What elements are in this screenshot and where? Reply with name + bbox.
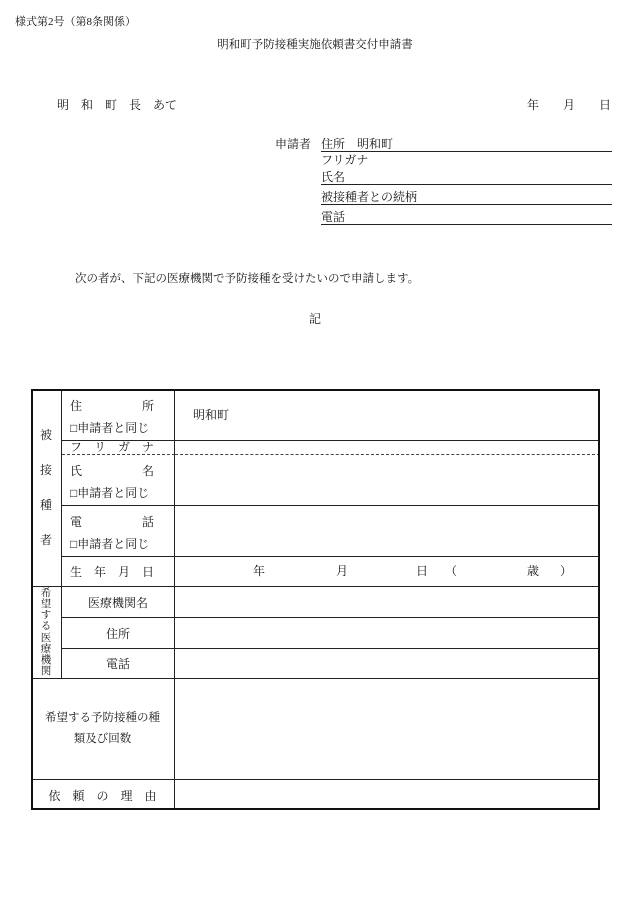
recipient-birthdate-label: 生 年 月 日 [70,565,155,579]
recipient-name-same-as-applicant: □申請者と同じ [70,486,150,500]
recipient-phone-same-as-applicant: □申請者と同じ [70,537,150,551]
recipient-address-label: 住 所 [70,398,155,413]
recipient-birthdate-field [175,557,600,587]
hospital-name-field [175,587,600,618]
recipient-name-field [175,455,600,506]
birthdate-day-unit: 日 [416,564,429,578]
request-table [31,389,600,810]
document-title: 明和町予防接種実施依頼書交付申請書 [217,39,413,51]
applicant-address-row [321,138,612,152]
reason-field [175,780,600,810]
recipient-address-label-cell [62,389,175,441]
recipient-address-value: 明和町 [193,408,230,422]
recipient-furigana-label: フ リ ガ ナ [70,440,155,454]
vaccination-label: 希望する予防接種の種類及び回数 [45,712,160,745]
recipient-section-label: 被接種者 [40,427,53,547]
hospital-phone-label-cell [62,649,175,679]
hospital-phone-field [175,649,600,679]
applicant-address-label: 住所 [321,137,346,151]
hospital-address-label-cell [62,618,175,649]
vaccination-field [175,679,600,780]
age-unit: 歳 [527,564,540,578]
form-number: 様式第2号（第8条関係） [15,16,136,28]
ki-heading: 記 [308,312,321,326]
hospital-section-cell [31,587,62,679]
age-paren-open: （ [445,564,458,578]
recipient-phone-field [175,506,600,557]
birthdate-year-unit: 年 [253,564,266,578]
request-statement: 次の者が、下記の医療機関で予防接種を受けたいので申請します。 [75,273,420,285]
applicant-address-value: 明和町 [357,137,394,151]
applicant-relation-row [321,191,612,205]
applicant-relation-label: 被接種者との続柄 [321,190,418,204]
reason-label-cell [31,780,175,810]
age-paren-close: ） [560,564,573,578]
applicant-label: 申請者 [275,137,312,151]
recipient-address-field [175,389,600,441]
vaccination-label-cell [31,679,175,780]
birthdate-month-unit: 月 [336,564,349,578]
applicant-phone-label: 電話 [321,210,346,224]
hospital-address-label: 住所 [105,626,130,641]
hospital-section-label: 希望する医療機関 [40,587,52,678]
hospital-name-label-cell [62,587,175,618]
recipient-phone-label-cell [62,506,175,557]
applicant-name-label: 氏名 [321,170,346,184]
recipient-phone-label: 電 話 [70,515,155,529]
recipient-section-cell [31,389,62,587]
applicant-furigana-row [321,154,612,167]
addressee: 明 和 町 長 あて [57,98,178,112]
hospital-phone-label: 電話 [105,657,130,671]
recipient-name-label-cell [62,455,175,506]
recipient-address-same-as-applicant: □申請者と同じ [70,420,150,435]
applicant-furigana-label: フリガナ [321,153,369,167]
recipient-furigana-field [175,441,600,455]
date-line: 年 月 日 [527,98,612,112]
hospital-name-label: 医療機関名 [87,595,148,610]
reason-label: 依 頼 の 理 由 [48,788,157,803]
applicant-phone-row [321,211,612,225]
hospital-address-field [175,618,600,649]
recipient-birthdate-label-cell [62,557,175,587]
recipient-furigana-label-cell [62,441,175,455]
recipient-name-label: 氏 名 [70,464,155,478]
applicant-name-row [321,171,612,185]
